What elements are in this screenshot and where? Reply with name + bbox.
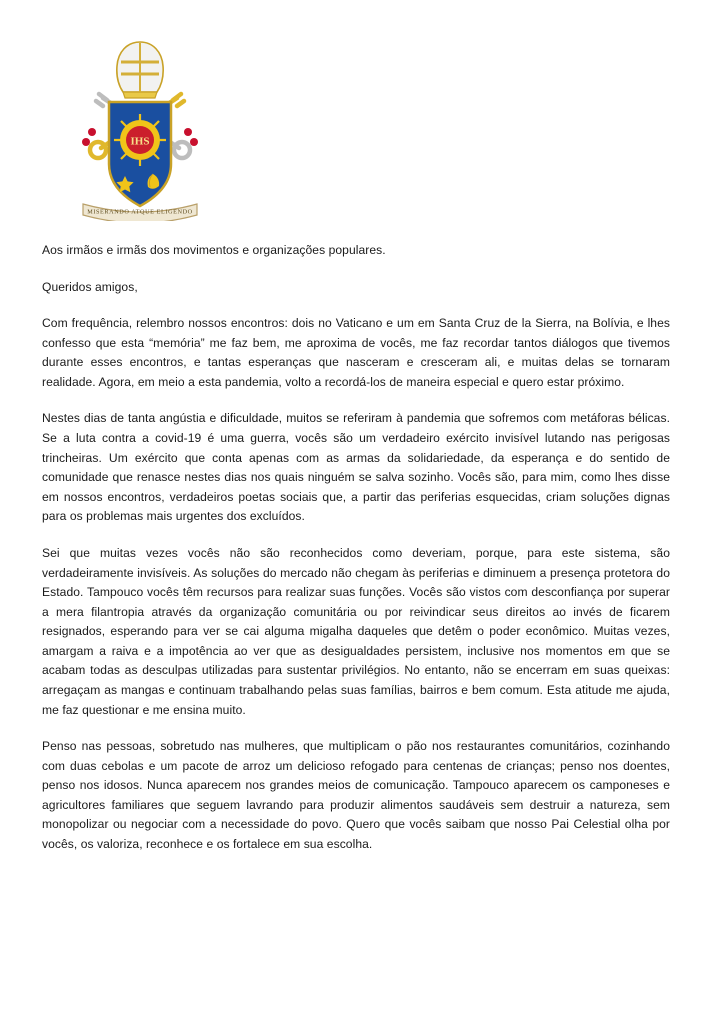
letter-body [40,241,684,855]
coat-of-arms-motto: MISERANDO ATQUE ELIGENDO [87,208,193,216]
papal-coat-of-arms-icon [65,36,215,221]
coat-of-arms-container [40,0,684,221]
letter-paragraph-2: Nestes dias de tanta angústia e dificuldade, muitos se referiram à pandemia que sofremos com metáforas bélicas. Se a luta contra a covid-19 é uma guerra, vocês são um verdadeiro exército invisível lutando nas perigosas trincheiras. Um exército que conta apenas com as armas da solidariedade, da esperança e do sentido de comunidade que renasce nestes dias nos quais ninguém se salva sozinho. Vocês são, para mim, como lhes disse em nossos encontros, verdadeiros poetas sociais que, a partir das periferias esquecidas, criam soluções dignas para os problemas mais urgentes dos excluídos. [42,411,670,524]
svg-text:IHS: IHS [130,135,150,148]
letter-paragraph-1: Com frequência, relembro nossos encontros: dois no Vaticano e um em Santa Cruz de la Sierra, na Bolívia, e lhes confesso que esta “memória” me faz bem, me aproxima de vocês, me faz recordar tantos diálogos que tivemos durante esses encontros, e tantas esperanças que nasceram e cresceram ali, e muitas delas se tornaram realidade. Agora, em meio a esta pandemia, volto a recordá-los de maneira especial e quero estar próximo. [42,316,670,389]
letter-paragraph-4: Penso nas pessoas, sobretudo nas mulheres, que multiplicam o pão nos restaurantes comunitários, cozinhando com duas cebolas e um pacote de arroz um delicioso refogado para centenas de crianças; penso nos doentes, penso nos idosos. Nunca aparecem nos grandes meios de comunicação. Tampouco aparecem os camponeses e agricultores familiares que seguem lavrando para produzir alimentos saudáveis sem destruir a natureza, sem monopolizar ou negociar com a necessidade do povo. Quero que vocês saibam que nosso Pai Celestial olha por vocês, os valoriza, reconhece e os fortalece em sua escolha. [42,739,670,852]
letter-greeting: Queridos amigos, [42,279,138,294]
letter-paragraph-3: Sei que muitas vezes vocês não são reconhecidos como deveriam, porque, para este sistema, são verdadeiramente invisíveis. As soluções do mercado não chegam às periferias e diminuem a presença protetora do Estado. Tampouco vocês têm recursos para realizar suas funções. Vocês são vistos com desconfiança por superar a mera filantropia através da organização comunitária ou por reivindicar seus direitos ao invés de ficarem resignados, esperando para ver se cai alguma migalha daqueles que detêm o poder econômico. Muitas vezes, amargam a raiva e a impotência ao ver que as desigualdades persistem, inclusive nos momentos em que se acabam todas as desculpas utilizadas para sustentar privilégios. No entanto, não se encerram em suas queixas: arregaçam as mangas e continuam trabalhando pelas suas famílias, bairros e bem comum. Esta atitude me ajuda, me faz questionar e me ensina muito. [42,545,670,717]
letter-addressee: Aos irmãos e irmãs dos movimentos e organizações populares. [42,243,386,257]
